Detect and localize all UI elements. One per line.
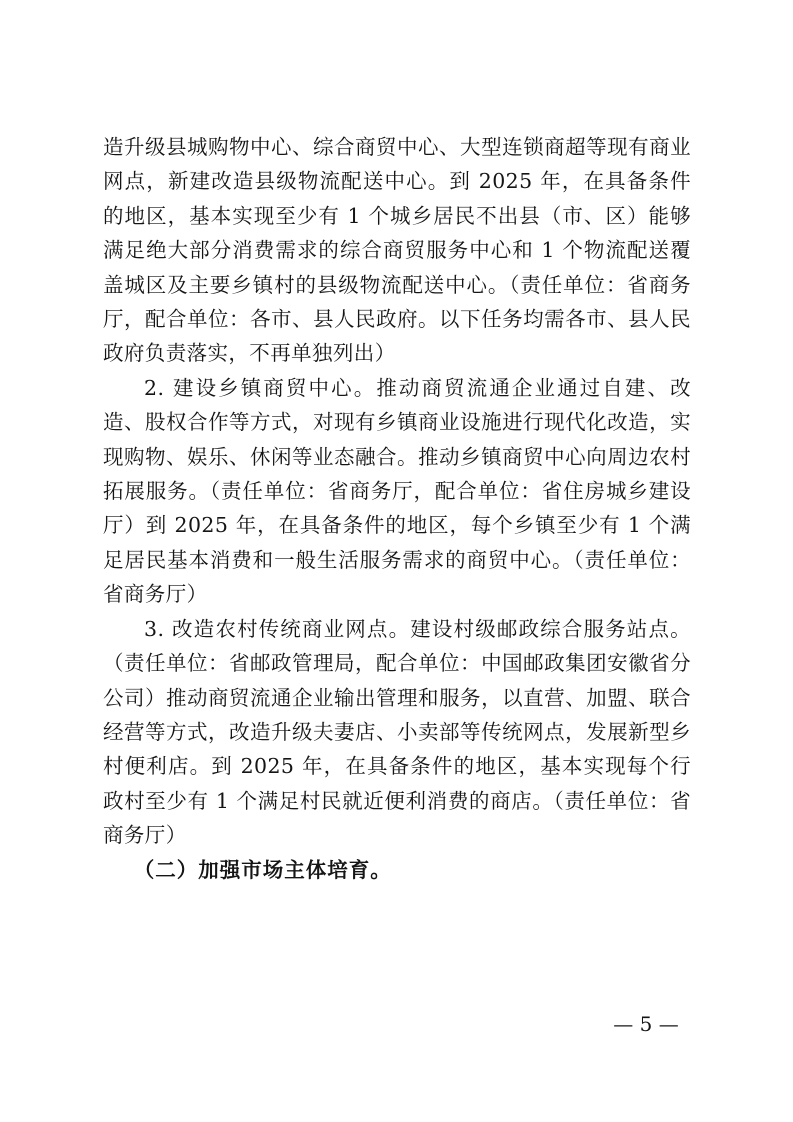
paragraph-item-2: 2. 建设乡镇商贸中心。推动商贸流通企业通过自建、改造、股权合作等方式，对现有乡镇商业设施进行现代化改造，实现购物、娱乐、休闲等业态融合。推动乡镇商贸中心向周边农村拓展服务。（责任单位：省商务厅，配合单位：省住房城乡建设厅）到 2025 年，在具备条件的地区，每个乡镇至少有 1 个满足居民基本消费和一般生活服务需求的商贸中心。（责任单位：省商务厅） — [103, 375, 691, 607]
paragraph-item-3: 3. 改造农村传统商业网点。建设村级邮政综合服务站点。（责任单位：省邮政管理局，配合单位：中国邮政集团安徽省分公司）推动商贸流通企业输出管理和服务，以直营、加盟、联合经营等方式，改造升级夫妻店、小卖部等传统网点，发展新型乡村便利店。到 2025 年，在具备条件的地区，基本实现每个行政村至少有 1 个满足村民就近便利消费的商店。（责任单位：省商务厅） — [103, 616, 691, 848]
paragraph-continuation: 造升级县城购物中心、综合商贸中心、大型连锁商超等现有商业网点，新建改造县级物流配送中心。到 2025 年，在具备条件的地区，基本实现至少有 1 个城乡居民不出县（市、区）能够满足绝大部分消费需求的综合商贸服务中心和 1 个物流配送覆盖城区及主要乡镇村的县级物流配送中心。（责任单位：省商务厅，配合单位：各市、县人民政府。以下任务均需各市、县人民政府负责落实，不再单独列出） — [103, 135, 691, 366]
document-body — [103, 130, 691, 887]
section-heading: （二）加强市场主体培育。 — [133, 857, 392, 882]
page-number: — 5 — — [613, 1012, 679, 1036]
